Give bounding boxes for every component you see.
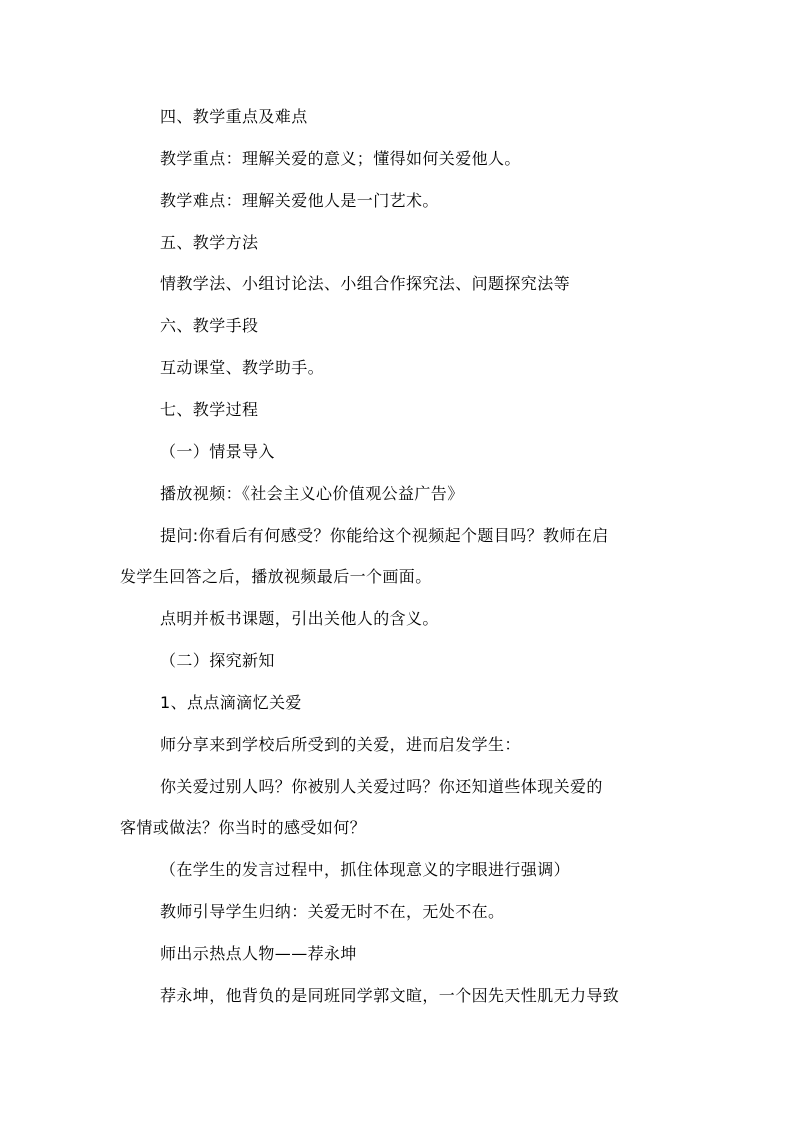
paragraph-care-question-cont: 客情或做法？你当时的感受如何？ [120, 818, 367, 837]
paragraph-key-point: 教学重点：理解关爱的意义；懂得如何关爱他人。 [160, 149, 521, 168]
paragraph-question: 提问:你看后有何感受？你能给这个视频起个题目吗？教师在启 [160, 526, 609, 545]
heading-key-points: 四、教学重点及难点 [160, 107, 308, 126]
heading-teaching-process: 七、教学过程 [160, 400, 259, 419]
heading-teaching-methods: 五、教学方法 [160, 233, 259, 252]
paragraph-methods: 情教学法、小组讨论法、小组合作探究法、问题探究法等 [160, 274, 571, 293]
paragraph-board-title: 点明并板书课题，引出关他人的含义。 [160, 609, 439, 628]
paragraph-difficult-point: 教学难点：理解关爱他人是一门艺术。 [160, 191, 439, 210]
paragraph-question-cont: 发学生回答之后，播放视频最后一个画面。 [120, 567, 432, 586]
paragraph-figure-story: 荐永坤，他背负的是同班同学郭文暄，一个因先天性肌无力导致 [160, 986, 620, 1005]
paragraph-means: 互动课堂、教学助手。 [160, 358, 325, 377]
heading-teaching-means: 六、教学手段 [160, 316, 259, 335]
subheading-recall-care: 1、点点滴滴忆关爱 [160, 693, 302, 712]
paragraph-emphasis-note: （在学生的发言过程中，抓住体现意义的字眼进行强调） [160, 860, 571, 879]
paragraph-care-question: 你关爱过别人吗？你被别人关爱过吗？你还知道些体现关爱的 [160, 777, 603, 796]
paragraph-hot-figure: 师出示热点人物——荐永坤 [160, 944, 357, 963]
paragraph-summary: 教师引导学生归纳：关爱无时不在，无处不在。 [160, 902, 505, 921]
subheading-explore: （二）探究新知 [160, 651, 275, 670]
subheading-scene-intro: （一）情景导入 [160, 442, 275, 461]
paragraph-play-video: 播放视频：《社会主义心价值观公益广告》 [160, 484, 464, 503]
paragraph-teacher-share: 师分享来到学校后所受到的关爱，进而启发学生： [160, 735, 521, 754]
